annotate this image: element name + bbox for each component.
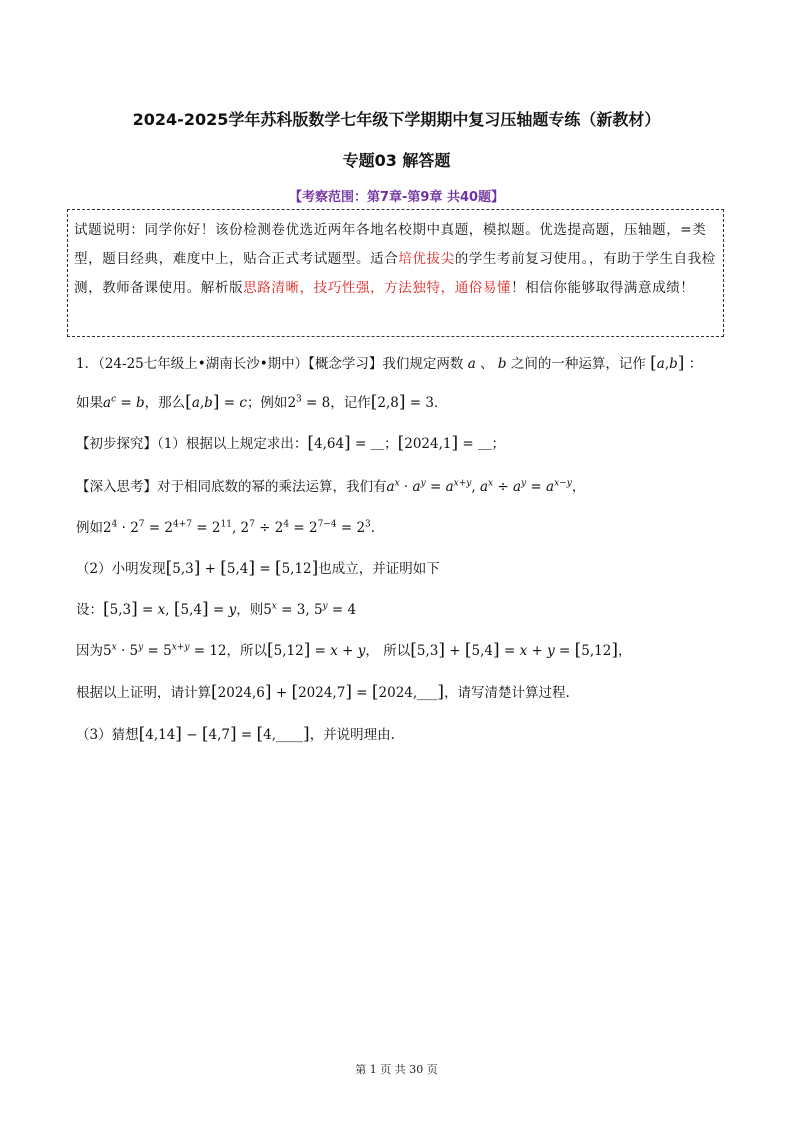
question-line-7: 设：[5,3] = x, [5,4] = y，则$5^x = 3$, $5^y = 4$ [76, 599, 357, 619]
question-line-4: 【深入思考】对于相同底数的幂的乘法运算，我们有$a^x \cdot a^y = a^{x+y}$, $a^x \div a^y = a^{x-y}$， [76, 478, 586, 495]
page-footer: 第 1 页 共 30 页 [355, 1063, 438, 1076]
instructions-highlight-2: 思路清晰，技巧性强，方法独特，通俗易懂 [243, 280, 512, 296]
document-title: 2024-2025学年苏科版数学七年级下学期期中复习压轴题专练（新教材） [132, 110, 661, 129]
instructions-part3: ！相信你能够取得满意成绩！ [511, 280, 695, 296]
instructions-part1: 试题说明：同学你好！该份检测卷优选近两年各地名校期中真题，模拟题。优选提高题，压轴题，=类型，题目经典，难度中上，贴合正式考试题型。适合 [74, 222, 707, 267]
exam-scope: 【考察范围：第7章-第9章 共40题】 [288, 190, 505, 205]
instructions-part2: 的学生考前复习使用。，有助于学生自我检测，教师备课使用。解析版 [74, 251, 716, 296]
instructions-box [67, 209, 724, 337]
document-subtitle: 专题03 解答题 [342, 151, 451, 170]
question-line-5: 例如$2^4 \cdot 2^7 = 2^{4+7} = 2^{11}$, $2^7 \div 2^4 = 2^{7-4} = 2^3$． [76, 519, 385, 536]
instructions-highlight-1: 培优拔尖 [398, 251, 455, 267]
question-line-9: 根据以上证明，请计算[2024,6] + [2024,7] = [2024,___]，请写清楚计算过程. [76, 682, 570, 702]
question-line-2: 如果$a^c = b$，那么[a,b] = c；例如$2^3 = 8$，记作[2,8] = 3． [76, 392, 448, 412]
question-part-3: （3）猜想[4,14] − [4,7] = [4,____]，并说明理由. [76, 724, 395, 744]
question-part-2: （2）小明发现[5,3] + [5,4] = [5,12]也成立，并证明如下 [76, 558, 440, 578]
question-line-1: 1．（24-25七年级上•湖南长沙•期中）【概念学习】我们规定两数 a 、 b 之间的一种运算，记作 [a,b] ： [76, 353, 703, 373]
question-part-1: 【初步探究】（1）根据以上规定求出：[4,64] = ＿；[2024,1] = ＿； [76, 433, 506, 453]
instructions-text [74, 216, 717, 303]
question-line-8: 因为$5^x \cdot 5^y = 5^{x+y} = 12$，所以[5,12] = x + y， 所以[5,3] + [5,4] = x + y = [5,12]， [76, 640, 632, 660]
